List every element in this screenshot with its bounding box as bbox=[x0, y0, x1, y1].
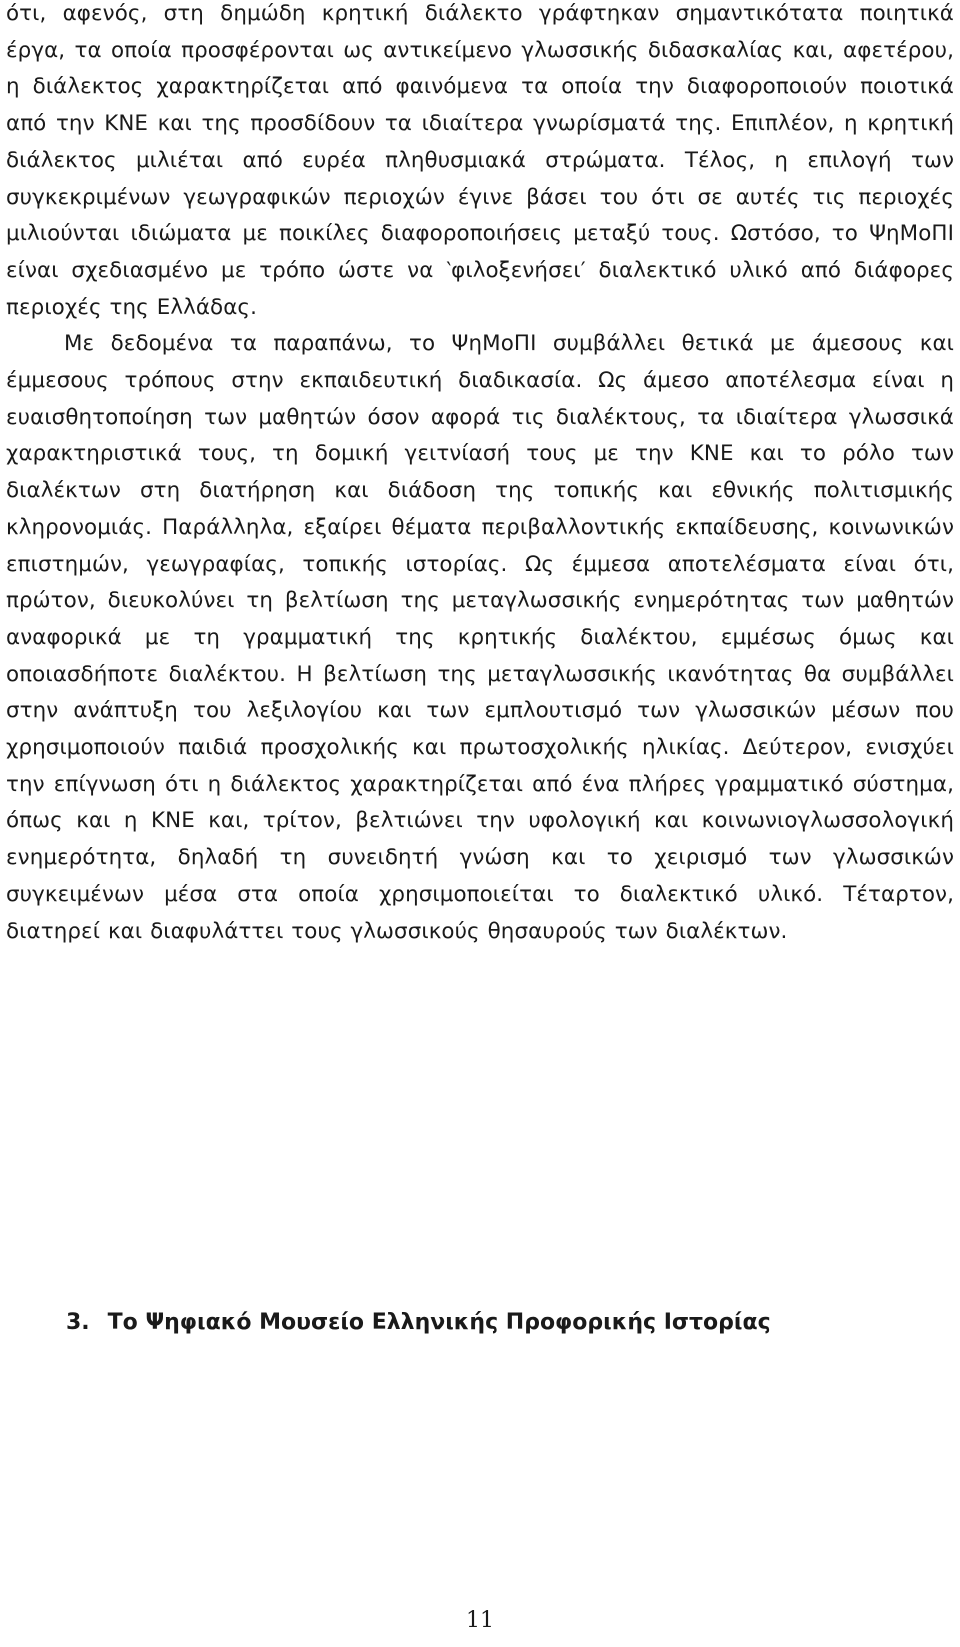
section-heading bbox=[6, 1301, 954, 1345]
page-number: 11 bbox=[466, 1608, 494, 1633]
section-title: Το Ψηφιακό Μουσείο Ελληνικής Προφορικής Ιστορίας bbox=[107, 1310, 771, 1335]
body-paragraph-continuation: ότι, αφενός, στη δημώδη κρητική διάλεκτο γράφτηκαν σημαντικότατα ποιητικά έργα, τα οποία προσφέρονται ως αντικείμενο γλωσσικής διδασκαλίας και, αφετέρου, η διάλεκτος χαρακτηρίζεται από φαινόμενα τα οποία την διαφοροποιούν ποιοτικά από την ΚΝΕ και της προσδίδουν τα ιδιαίτερα γνωρίσματά της. Επιπλέον, η κρητική διάλεκτος μιλιέται από ευρέα πληθυσμιακά στρώματα. Τέλος, η επιλογή των συγκεκριμένων γεωγραφικών περιοχών έγινε βάσει του ότι σε αυτές τις περιοχές μιλιούνται ιδιώματα με ποικίλες διαφοροποιήσεις μεταξύ τους. Ωστόσο, το ΨηΜοΠΙ είναι σχεδιασμένο με τρόπο ώστε να ‵φιλοξενήσει′ διαλεκτικό υλικό από διάφορες περιοχές της Ελλάδας. bbox=[6, 1, 954, 320]
body-paragraph-effects: Με δεδομένα τα παραπάνω, το ΨηΜοΠΙ συμβάλλει θετικά με άμεσους και έμμεσους τρόπους στην εκπαιδευτική διαδικασία. Ως άμεσο αποτέλεσμα είναι η ευαισθητοποίηση των μαθητών όσον αφορά τις διαλέκτους, τα ιδιαίτερα γλωσσικά χαρακτηριστικά τους, τη δομική γειτνίασή τους με την ΚΝΕ και το ρόλο των διαλέκτων στη διατήρηση και διάδοση της τοπικής και εθνικής πολιτισμικής κληρονομιάς. Παράλληλα, εξαίρει θέματα περιβαλλοντικής εκπαίδευσης, κοινωνικών επιστημών, γεωγραφίας, τοπικής ιστορίας. Ως έμμεσα αποτελέσματα είναι ότι, πρώτον, διευκολύνει τη βελτίωση της μεταγλωσσικής ενημερότητας των μαθητών αναφορικά με τη γραμματική της κρητικής διαλέκτου, εμμέσως όμως και οποιασδήποτε διαλέκτου. Η βελτίωση της μεταγλωσσικής ικανότητας θα συμβάλλει στην ανάπτυξη του λεξιλογίου και των εμπλουτισμό των γλωσσικών μέσων που χρησιμοποιούν παιδιά προσχολικής και πρωτοσχολικής ηλικίας. Δεύτερον, ενισχύει την επίγνωση ότι η διάλεκτος χαρακτηρίζεται από ένα πλήρες γραμματικό σύστημα, όπως και η ΚΝΕ και, τρίτον, βελτιώνει την υφολογική και κοινωνιογλωσσολογική ενημερότητα, δηλαδή τη συνειδητή γνώση και το χειρισμό των γλωσσικών συγκειμένων μέσα στα οποία χρησιμοποιείται το διαλεκτικό υλικό. Τέταρτον, διατηρεί και διαφυλάττει τους γλωσσικούς θησαυρούς των διαλέκτων. bbox=[6, 331, 954, 944]
section-number: 3. bbox=[66, 1310, 90, 1335]
